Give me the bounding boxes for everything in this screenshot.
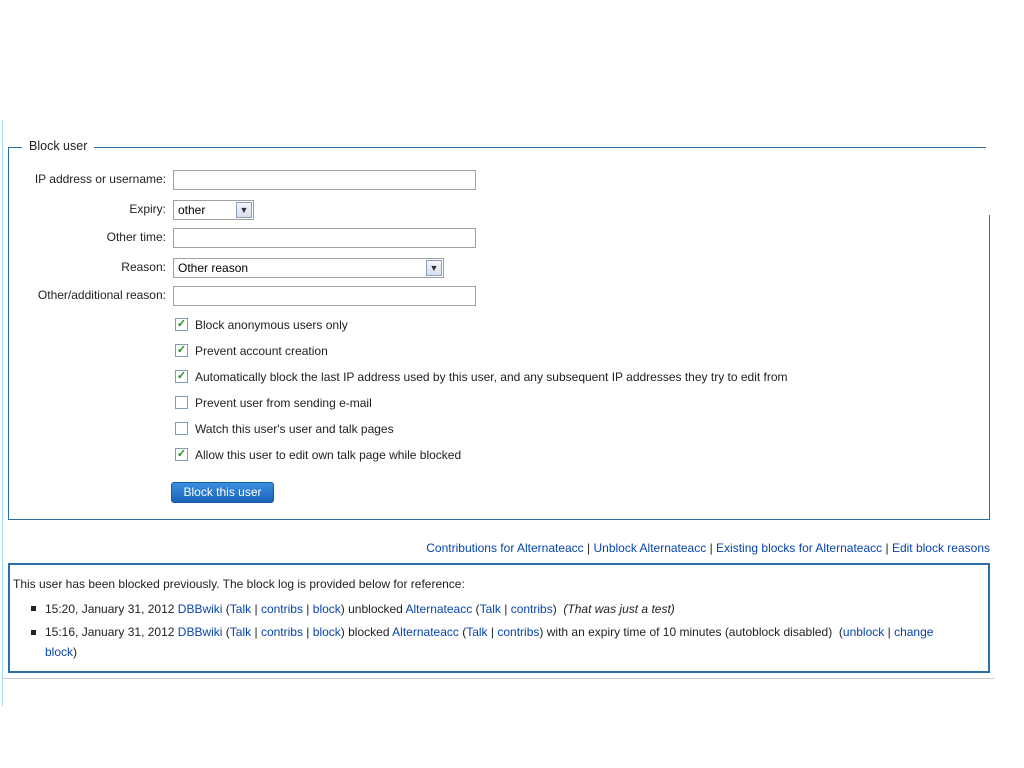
reason-label: Reason: bbox=[121, 260, 166, 274]
fieldset-border-left bbox=[8, 147, 9, 519]
fieldset-border-right bbox=[989, 215, 990, 519]
admin-user-link[interactable]: DBBwiki bbox=[177, 625, 223, 639]
target-contribs-link[interactable]: contribs bbox=[510, 602, 553, 616]
log-action: blocked bbox=[348, 625, 390, 639]
fieldset-border-top bbox=[8, 147, 986, 148]
checkbox-checked[interactable]: ✓ bbox=[176, 370, 187, 382]
checkbox-label: Allow this user to edit own talk page while blocked bbox=[195, 448, 462, 462]
target-user-link[interactable]: Alternateacc bbox=[392, 625, 459, 639]
list-bullet bbox=[31, 606, 36, 611]
reason-selected-value: Other reason bbox=[178, 261, 249, 275]
admin-talk-link[interactable]: Talk bbox=[229, 602, 252, 616]
separator: | bbox=[885, 541, 889, 555]
tool-links bbox=[426, 541, 990, 555]
checkbox-label: Prevent account creation bbox=[195, 344, 328, 358]
checkbox-checked[interactable]: ✓ bbox=[176, 448, 187, 460]
admin-block-link[interactable]: block bbox=[312, 625, 341, 639]
target-input[interactable] bbox=[173, 170, 476, 190]
checkbox-label: Block anonymous users only bbox=[195, 318, 348, 332]
target-label: IP address or username: bbox=[34, 172, 166, 186]
unblock-entry-link[interactable]: unblock bbox=[842, 625, 885, 639]
checkbox-label: Prevent user from sending e-mail bbox=[195, 396, 372, 410]
block-log-intro: This user has been blocked previously. The block log is provided below for reference: bbox=[13, 577, 465, 591]
target-talk-link[interactable]: Talk bbox=[479, 602, 501, 616]
admin-block-link[interactable]: block bbox=[312, 602, 341, 616]
other-reason-label: Other/additional reason: bbox=[37, 288, 166, 302]
unblock-link[interactable]: Unblock Alternateacc bbox=[593, 541, 707, 555]
separator: | bbox=[709, 541, 713, 555]
checkbox-label: Automatically block the last IP address used by this user, and any subsequent IP addresses they try to edit from bbox=[195, 370, 788, 384]
admin-user-link[interactable]: DBBwiki bbox=[177, 602, 223, 616]
checkbox[interactable] bbox=[175, 396, 188, 409]
fieldset-legend: Block user bbox=[22, 139, 94, 153]
expiry-selected-value: other bbox=[178, 203, 206, 217]
other-time-input[interactable] bbox=[173, 228, 476, 248]
fieldset-border-bottom bbox=[8, 519, 990, 520]
target-user-link[interactable]: Alternateacc bbox=[405, 602, 473, 616]
expiry-label: Expiry: bbox=[129, 202, 166, 216]
admin-talk-link[interactable]: Talk bbox=[229, 625, 252, 639]
target-talk-link[interactable]: Talk bbox=[466, 625, 488, 639]
checkbox-checked[interactable]: ✓ bbox=[176, 318, 187, 330]
other-reason-input[interactable] bbox=[173, 286, 476, 306]
content-bottom-border bbox=[2, 678, 994, 679]
chevron-down-icon[interactable]: ▼ bbox=[426, 260, 442, 276]
log-timestamp: 15:16, January 31, 2012 bbox=[45, 625, 175, 639]
existing-blocks-link[interactable]: Existing blocks for Alternateacc bbox=[716, 541, 883, 555]
change-block-link-part1[interactable]: change bbox=[894, 625, 934, 639]
log-details: with an expiry time of 10 minutes (autoblock disabled) bbox=[546, 625, 833, 639]
edit-block-reasons-link[interactable]: Edit block reasons bbox=[891, 541, 990, 555]
admin-contribs-link[interactable]: contribs bbox=[260, 602, 303, 616]
chevron-down-icon[interactable]: ▼ bbox=[236, 202, 252, 218]
other-time-label: Other time: bbox=[106, 230, 166, 244]
log-action: unblocked bbox=[348, 602, 403, 616]
log-comment: (That was just a test) bbox=[563, 602, 675, 616]
checkbox-label: Watch this user's user and talk pages bbox=[195, 422, 394, 436]
log-entry: 15:16, January 31, 2012 DBBwiki (Talk | contribs | block) blocked Alternateacc (Talk | contribs) with an expiry time of 10 minutes (autoblock disabled) (unblock | change block) bbox=[45, 625, 934, 659]
target-contribs-link[interactable]: contribs bbox=[497, 625, 540, 639]
expiry-select[interactable] bbox=[173, 200, 254, 220]
contributions-link[interactable]: Contributions for Alternateacc bbox=[426, 541, 584, 555]
separator: | bbox=[587, 541, 591, 555]
change-block-link-part2[interactable]: block bbox=[45, 645, 74, 659]
checkbox[interactable] bbox=[175, 422, 188, 435]
content-left-border bbox=[2, 120, 3, 706]
checkbox-checked[interactable]: ✓ bbox=[176, 344, 187, 356]
list-bullet bbox=[31, 630, 36, 635]
block-user-button[interactable]: Block this user bbox=[171, 482, 274, 503]
log-timestamp: 15:20, January 31, 2012 bbox=[45, 602, 175, 616]
admin-contribs-link[interactable]: contribs bbox=[260, 625, 303, 639]
reason-select[interactable] bbox=[173, 258, 444, 278]
log-entry: 15:20, January 31, 2012 DBBwiki (Talk | contribs | block) unblocked Alternateacc (Talk | contribs) (That was just a test) bbox=[45, 602, 675, 616]
